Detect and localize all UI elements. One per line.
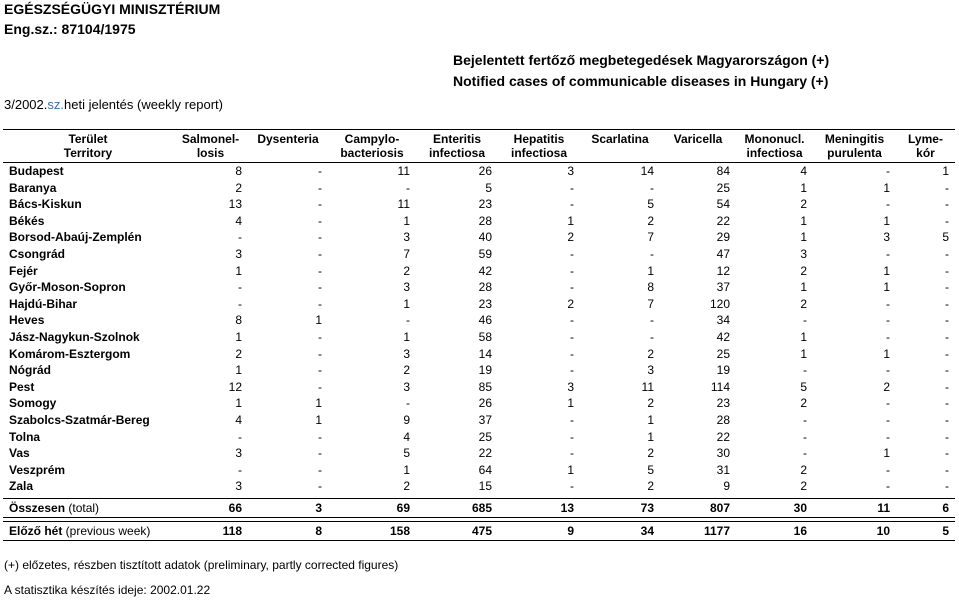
column-header: Enteritis infectiosa [428, 132, 485, 160]
table-cell: 47 [716, 246, 730, 261]
table-cell: 9 [723, 479, 730, 494]
table-cell: 11 [397, 164, 410, 178]
row-label: Veszprém [9, 462, 66, 477]
column-header: Lyme- kór [908, 132, 943, 160]
table-cell: 120 [709, 296, 730, 311]
table-cell: 1 [883, 180, 890, 195]
table-row [3, 445, 955, 462]
table-cell: - [945, 462, 949, 477]
table-row [3, 180, 955, 197]
table-cell: - [406, 180, 410, 195]
table-cell: - [570, 446, 574, 461]
table-cell: 84 [716, 164, 730, 178]
table-cell: - [318, 329, 322, 344]
table-row [3, 478, 955, 495]
row-label: Hajdú-Bihar [9, 296, 78, 311]
table-cell: 11 [641, 379, 654, 394]
table-cell: - [318, 379, 322, 394]
footnote: (+) előzetes, részben tisztított adatok (preliminary, partly corrected figures) [4, 558, 399, 572]
table-cell: - [318, 280, 322, 295]
table-cell: - [650, 180, 654, 195]
table-cell: 30 [793, 500, 807, 515]
table-cell: - [803, 313, 807, 328]
column-header: Dysenteria [257, 132, 319, 146]
table-cell: - [570, 346, 574, 361]
table-cell: 2 [800, 197, 807, 212]
table-row [3, 412, 955, 429]
row-label: Előző hét (previous week) [9, 523, 151, 538]
table-cell: - [318, 446, 322, 461]
table-cell: 3 [403, 346, 410, 361]
table-cell: 73 [640, 500, 654, 515]
row-label: Összesen (total) [9, 500, 100, 515]
table-cell: 12 [716, 263, 730, 278]
table-cell: - [886, 479, 890, 494]
table-cell: 8 [235, 313, 242, 328]
table-cell: - [886, 296, 890, 311]
table-cell: - [945, 363, 949, 378]
table-cell: 1 [800, 329, 807, 344]
table-cell: 25 [716, 346, 730, 361]
row-label: Budapest [9, 164, 64, 178]
statistics-date: A statisztika készítés ideje: 2002.01.22 [4, 583, 211, 597]
table-cell: - [886, 396, 890, 411]
table-cell: 7 [403, 246, 410, 261]
table-cell: 28 [478, 213, 492, 228]
table-cell: 31 [716, 462, 730, 477]
table-cell: 3 [235, 246, 242, 261]
table-cell: 2 [647, 213, 654, 228]
table-cell: 1 [800, 230, 807, 245]
table-row [3, 329, 955, 346]
column-header: Meningitis purulenta [824, 132, 885, 160]
row-label: Jász-Nagykun-Szolnok [9, 329, 140, 344]
table-cell: 3 [403, 280, 410, 295]
table-cell: 11 [877, 500, 890, 515]
table-cell: - [318, 296, 322, 311]
table-cell: 2 [235, 180, 242, 195]
table-cell: 4 [235, 412, 242, 427]
table-cell: - [570, 197, 574, 212]
table-cell: - [318, 246, 322, 261]
table-cell: 2 [883, 379, 890, 394]
table-cell: 2 [403, 263, 410, 278]
column-header-territory: Terület Territory [63, 132, 113, 160]
table-cell: 9 [567, 523, 574, 538]
table-cell: 3 [800, 246, 807, 261]
table-cell: 2 [647, 346, 654, 361]
table-cell: 2 [403, 479, 410, 494]
table-cell: 28 [716, 412, 730, 427]
row-label: Szabolcs-Szatmár-Bereg [9, 412, 150, 427]
table-row [3, 312, 955, 329]
table-cell: 2 [800, 462, 807, 477]
table-cell: - [318, 197, 322, 212]
table-cell: 5 [800, 379, 807, 394]
table-cell: - [570, 363, 574, 378]
total-row [3, 498, 955, 517]
table-cell: 3 [403, 379, 410, 394]
row-label: Borsod-Abaúj-Zemplén [9, 230, 142, 245]
table-cell: - [238, 230, 242, 245]
table-cell: - [318, 230, 322, 245]
table-cell: 42 [478, 263, 492, 278]
registration-number: Eng.sz.: 87104/1975 [4, 21, 136, 37]
table-cell: 66 [228, 500, 242, 515]
table-cell: - [318, 180, 322, 195]
row-label: Baranya [9, 180, 57, 195]
table-cell: - [945, 479, 949, 494]
table-cell: - [803, 412, 807, 427]
table-cell: 1 [883, 263, 890, 278]
table-cell: - [945, 346, 949, 361]
table-cell: 22 [716, 213, 730, 228]
table-row [3, 296, 955, 313]
table-cell: - [238, 280, 242, 295]
table-cell: - [945, 446, 949, 461]
table-row [3, 213, 955, 230]
table-cell: 1 [403, 213, 410, 228]
table-cell: 1 [883, 346, 890, 361]
table-cell: - [318, 429, 322, 444]
table-cell: 10 [876, 523, 890, 538]
row-label: Bács-Kiskun [9, 197, 82, 212]
table-cell: - [318, 263, 322, 278]
row-label: Komárom-Esztergom [9, 346, 131, 361]
table-cell: 1 [883, 213, 890, 228]
table-row [3, 246, 955, 263]
table-cell: 1 [315, 313, 322, 328]
table-cell: - [406, 396, 410, 411]
table-cell: - [886, 313, 890, 328]
report-description: heti jelentés (weekly report) [64, 97, 223, 112]
table-cell: - [945, 280, 949, 295]
table-cell: - [945, 197, 949, 212]
table-cell: 1 [800, 180, 807, 195]
table-cell: 13 [228, 197, 242, 212]
table-cell: - [318, 479, 322, 494]
table-cell: 23 [478, 197, 492, 212]
table-cell: 69 [396, 500, 410, 515]
table-cell: 9 [403, 412, 410, 427]
table-cell: 59 [478, 246, 492, 261]
row-label: Fejér [9, 263, 38, 278]
table-cell: - [570, 263, 574, 278]
table-cell: - [570, 329, 574, 344]
table-cell: - [318, 462, 322, 477]
table-cell: 12 [228, 379, 242, 394]
column-header: Campylo- bacteriosis [340, 132, 404, 160]
table-row [3, 229, 955, 246]
table-cell: - [570, 479, 574, 494]
table-cell: - [886, 462, 890, 477]
table-cell: 5 [403, 446, 410, 461]
table-header-row [3, 130, 955, 163]
table-cell: 3 [235, 446, 242, 461]
table-cell: - [886, 429, 890, 444]
table-cell: 85 [478, 379, 492, 394]
row-label: Pest [9, 379, 35, 394]
table-cell: - [945, 180, 949, 195]
table-cell: 37 [716, 280, 730, 295]
report-title-hu: Bejelentett fertőző megbetegedések Magyarországon (+) [453, 52, 830, 68]
table-cell: 25 [478, 429, 492, 444]
table-cell: - [570, 246, 574, 261]
previous-week-row [3, 521, 955, 540]
table-cell: 1 [567, 213, 574, 228]
table-cell: 34 [716, 313, 730, 328]
table-cell: 118 [222, 523, 242, 538]
table-cell: 1 [647, 263, 654, 278]
table-cell: - [945, 263, 949, 278]
table-cell: - [803, 446, 807, 461]
table-cell: 2 [647, 446, 654, 461]
table-cell: - [945, 296, 949, 311]
table-cell: 1 [567, 462, 574, 477]
table-cell: 114 [710, 379, 730, 394]
table-cell: 5 [942, 230, 949, 245]
table-cell: - [570, 280, 574, 295]
table-cell: 2 [647, 396, 654, 411]
table-cell: 40 [478, 230, 492, 245]
table-cell: 11 [397, 197, 410, 212]
table-cell: - [570, 180, 574, 195]
table-cell: 1 [800, 346, 807, 361]
row-label: Vas [9, 446, 30, 461]
table-cell: 1 [647, 412, 654, 427]
table-cell: - [945, 379, 949, 394]
table-cell: 54 [716, 197, 730, 212]
table-cell: 1 [403, 296, 410, 311]
table-cell: 16 [793, 523, 807, 538]
table-row [3, 462, 955, 479]
table-cell: 6 [942, 500, 949, 515]
table-cell: - [945, 246, 949, 261]
row-label: Tolna [9, 429, 41, 444]
row-label: Békés [9, 213, 45, 228]
table-cell: 19 [716, 363, 730, 378]
table-row [3, 163, 955, 180]
table-cell: 3 [567, 379, 574, 394]
table-cell: 1 [403, 462, 410, 477]
table-cell: 19 [478, 363, 492, 378]
table-cell: 46 [478, 313, 492, 328]
table-cell: - [886, 246, 890, 261]
table-cell: 23 [716, 396, 730, 411]
table-row [3, 346, 955, 363]
row-label: Győr-Moson-Sopron [9, 280, 126, 295]
column-header: Scarlatina [591, 132, 649, 146]
row-label: Heves [9, 313, 45, 328]
table-cell: 14 [478, 346, 492, 361]
row-label: Zala [9, 479, 34, 494]
table-cell: 37 [478, 412, 492, 427]
row-label: Nógrád [9, 363, 51, 378]
row-label: Csongrád [9, 246, 66, 261]
column-header: Salmonel- losis [181, 132, 240, 160]
table-cell: 64 [478, 462, 492, 477]
table-cell: 4 [235, 213, 242, 228]
table-cell: 1 [883, 280, 890, 295]
table-cell: - [945, 329, 949, 344]
table-cell: 3 [567, 164, 574, 178]
table-cell: - [650, 246, 654, 261]
table-cell: - [945, 213, 949, 228]
table-cell: 1 [235, 263, 242, 278]
table-cell: 2 [235, 346, 242, 361]
table-cell: 1 [235, 329, 242, 344]
table-cell: - [886, 197, 890, 212]
table-cell: 8 [647, 280, 654, 295]
table-cell: 1 [647, 429, 654, 444]
table-cell: - [318, 363, 322, 378]
table-cell: 29 [716, 230, 730, 245]
table-cell: 26 [478, 164, 492, 178]
table-cell: - [650, 313, 654, 328]
table-cell: 1 [883, 446, 890, 461]
table-cell: 2 [567, 296, 574, 311]
table-cell: - [238, 462, 242, 477]
table-row [3, 379, 955, 396]
table-cell: 1 [315, 396, 322, 411]
column-header: Hepatitis infectiosa [510, 132, 567, 160]
table-cell: 685 [471, 500, 492, 515]
table-cell: 5 [647, 197, 654, 212]
table-cell: 2 [403, 363, 410, 378]
table-cell: 2 [567, 230, 574, 245]
table-cell: 13 [560, 500, 574, 515]
table-cell: 4 [403, 429, 410, 444]
table-cell: 1 [235, 396, 242, 411]
table-cell: - [318, 213, 322, 228]
table-cell: 3 [647, 363, 654, 378]
column-header: Varicella [673, 132, 723, 146]
table-cell: 3 [883, 230, 890, 245]
table-cell: 1 [403, 329, 410, 344]
table-cell: 3 [315, 500, 322, 515]
report-highlight: sz. [47, 97, 64, 112]
table-cell: 42 [716, 329, 730, 344]
table-cell: 8 [315, 523, 322, 538]
table-cell: 7 [647, 230, 654, 245]
table-cell: 2 [800, 263, 807, 278]
table-cell: 30 [716, 446, 730, 461]
table-cell: 2 [647, 479, 654, 494]
report-title-en: Notified cases of communicable diseases in Hungary (+) [453, 73, 829, 89]
table-cell: 26 [478, 396, 492, 411]
table-cell: 1 [942, 164, 949, 178]
table-cell: 2 [800, 479, 807, 494]
disease-cases-table [3, 129, 955, 541]
table-cell: - [945, 313, 949, 328]
table-cell: - [650, 329, 654, 344]
table-cell: 25 [716, 180, 730, 195]
report-number: 3/2002. [4, 97, 48, 112]
table-cell: 158 [389, 523, 410, 538]
table-row [3, 395, 955, 412]
table-cell: - [803, 429, 807, 444]
table-cell: 1 [800, 213, 807, 228]
table-cell: 28 [478, 280, 492, 295]
table-cell: 3 [235, 479, 242, 494]
table-cell: 3 [403, 230, 410, 245]
table-cell: 5 [942, 523, 949, 538]
table-cell: 14 [640, 164, 654, 178]
row-label: Somogy [9, 396, 57, 411]
column-header: Mononucl. infectiosa [744, 132, 805, 160]
table-cell: 1 [315, 412, 322, 427]
table-row [3, 263, 955, 280]
table-row [3, 196, 955, 213]
table-cell: - [406, 313, 410, 328]
table-row [3, 362, 955, 379]
table-cell: - [570, 429, 574, 444]
table-cell: 807 [709, 500, 730, 515]
table-cell: - [886, 363, 890, 378]
table-cell: 1177 [703, 523, 730, 538]
table-cell: - [238, 296, 242, 311]
table-row [3, 429, 955, 446]
table-cell: - [945, 412, 949, 427]
table-cell: - [945, 396, 949, 411]
table-cell: - [886, 412, 890, 427]
table-cell: 4 [800, 164, 807, 178]
table-row [3, 279, 955, 296]
table-cell: 23 [478, 296, 492, 311]
table-cell: 58 [478, 329, 492, 344]
table-cell: 7 [647, 296, 654, 311]
table-cell: 34 [640, 523, 654, 538]
table-cell: 1 [800, 280, 807, 295]
table-cell: - [886, 329, 890, 344]
table-cell: - [803, 363, 807, 378]
table-cell: - [570, 412, 574, 427]
table-cell: 475 [471, 523, 492, 538]
table-cell: 5 [485, 180, 492, 195]
table-cell: 1 [235, 363, 242, 378]
table-cell: - [318, 346, 322, 361]
table-cell: - [945, 429, 949, 444]
weekly-report-label [4, 97, 223, 112]
table-cell: - [318, 164, 322, 178]
table-cell: 2 [800, 296, 807, 311]
table-cell: 5 [647, 462, 654, 477]
table-cell: 15 [478, 479, 492, 494]
table-cell: - [238, 429, 242, 444]
table-cell: 2 [800, 396, 807, 411]
table-cell: 1 [567, 396, 574, 411]
table-cell: - [570, 313, 574, 328]
table-cell: 8 [235, 164, 242, 178]
table-cell: - [886, 164, 890, 178]
table-cell: 22 [716, 429, 730, 444]
ministry-title: EGÉSZSÉGÜGYI MINISZTÉRIUM [4, 1, 221, 17]
table-cell: 22 [478, 446, 492, 461]
